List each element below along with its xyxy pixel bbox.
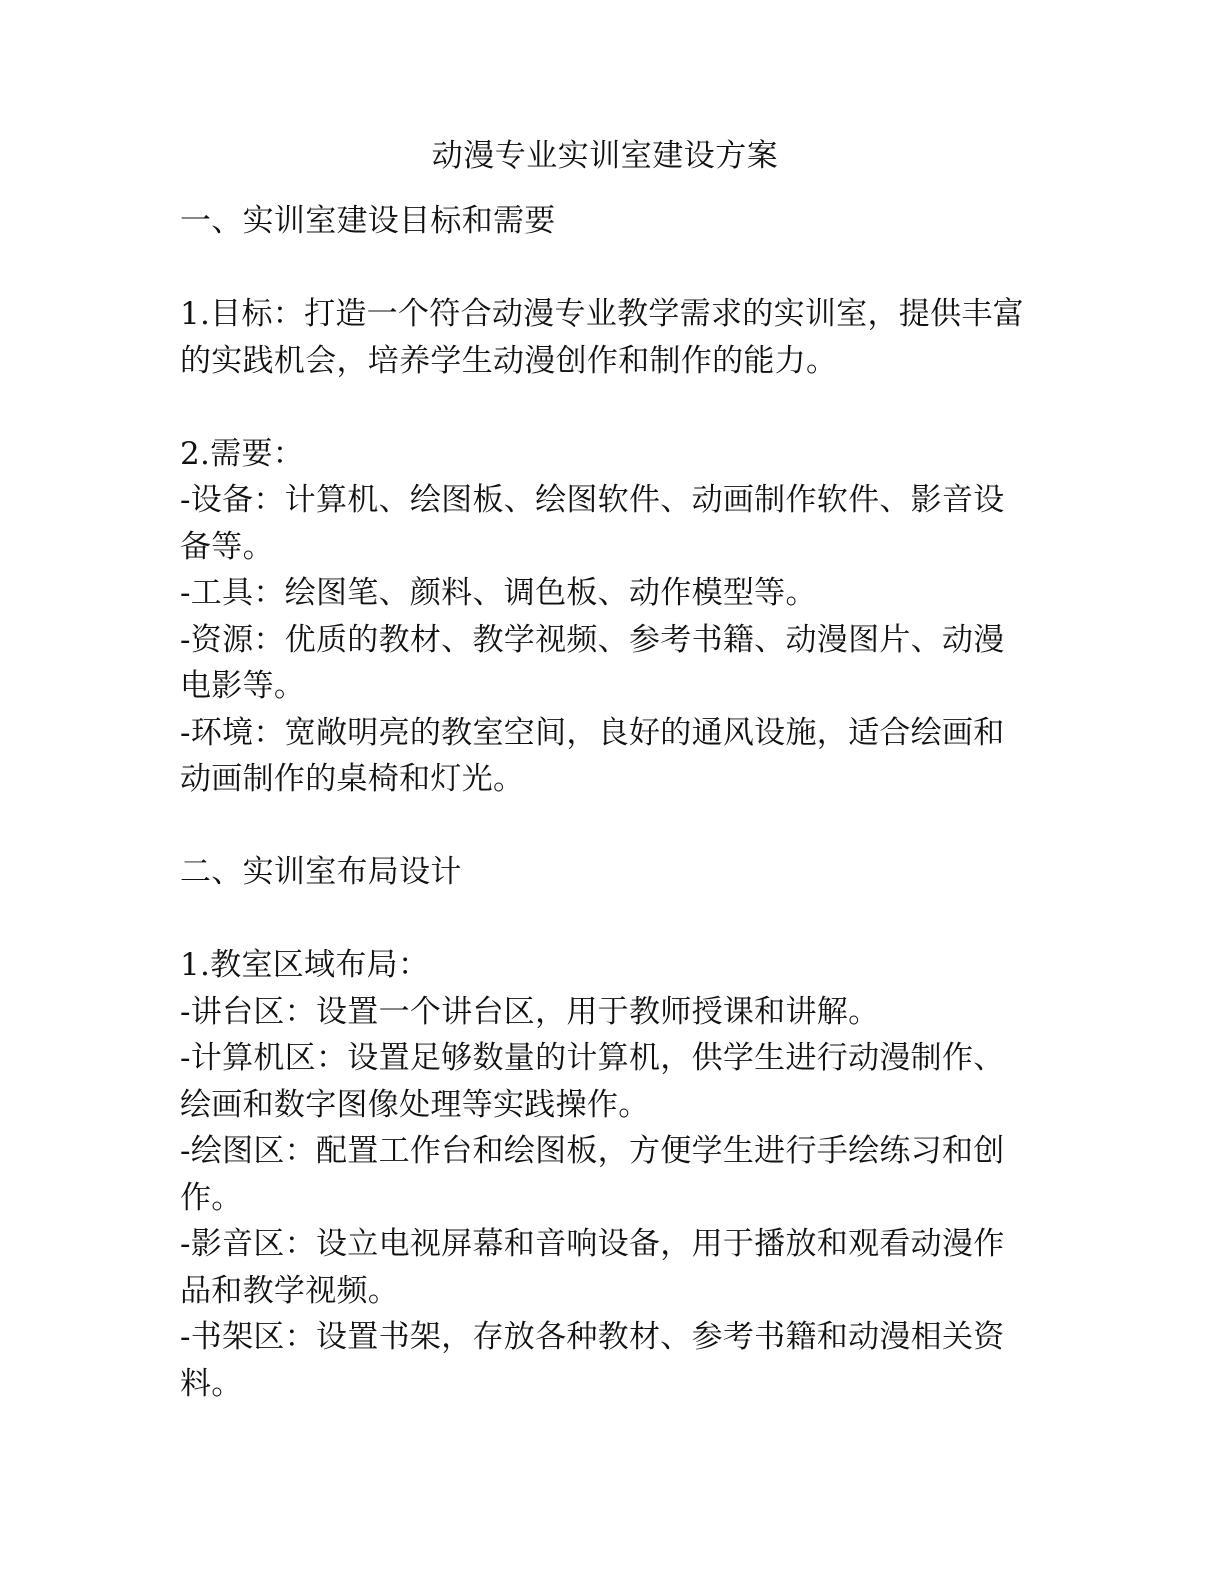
equipment-line-2: 备等。 — [180, 528, 274, 565]
layout-heading: 1.教室区域布局： — [180, 947, 430, 983]
tools-line: -工具：绘图笔、颜料、调色板、动作模型等。 — [180, 575, 817, 611]
goal-line-1: 1.目标：打造一个符合动漫专业教学需求的实训室，提供丰富 — [180, 296, 1024, 332]
environment-line-1: -环境：宽敞明亮的教室空间，良好的通风设施，适合绘画和 — [180, 714, 1005, 751]
environment-line-2: 动画制作的桌椅和灯光。 — [180, 761, 525, 797]
podium-line: -讲台区：设置一个讲台区，用于教师授课和讲解。 — [180, 993, 880, 1030]
equipment-line-1: -设备：计算机、绘图板、绘图软件、动画制作软件、影音设 — [180, 482, 1005, 518]
bookshelf-area-line-1: -书架区：设置书架，存放各种教材、参考书籍和动漫相关资 — [180, 1319, 1005, 1355]
av-area-line-2: 品和教学视频。 — [180, 1272, 400, 1309]
section-2-heading: 二、实训室布局设计 — [180, 854, 462, 890]
resources-line-2: 电影等。 — [180, 668, 306, 704]
blank-line — [180, 896, 1030, 943]
drawing-area-line-2: 作。 — [180, 1179, 243, 1216]
section-1-heading: 一、实训室建设目标和需要 — [180, 203, 556, 239]
document-title: 动漫专业实训室建设方案 — [431, 138, 779, 174]
needs-heading: 2.需要： — [180, 435, 305, 472]
blank-line — [180, 245, 1030, 292]
computer-area-line-2: 绘画和数字图像处理等实践操作。 — [180, 1086, 650, 1123]
blank-line — [180, 384, 1030, 431]
goal-line-2: 的实践机会，培养学生动漫创作和制作的能力。 — [180, 342, 838, 379]
av-area-line-1: -影音区：设立电视屏幕和音响设备，用于播放和观看动漫作 — [180, 1226, 1005, 1262]
document-body — [180, 198, 1030, 1407]
blank-line — [180, 803, 1030, 850]
resources-line-1: -资源：优质的教材、教学视频、参考书籍、动漫图片、动漫 — [180, 621, 1005, 658]
bookshelf-area-line-2: 料。 — [180, 1365, 243, 1402]
computer-area-line-1: -计算机区：设置足够数量的计算机，供学生进行动漫制作、 — [180, 1040, 1005, 1076]
drawing-area-line-1: -绘图区：配置工作台和绘图板，方便学生进行手绘练习和创 — [180, 1133, 1005, 1169]
